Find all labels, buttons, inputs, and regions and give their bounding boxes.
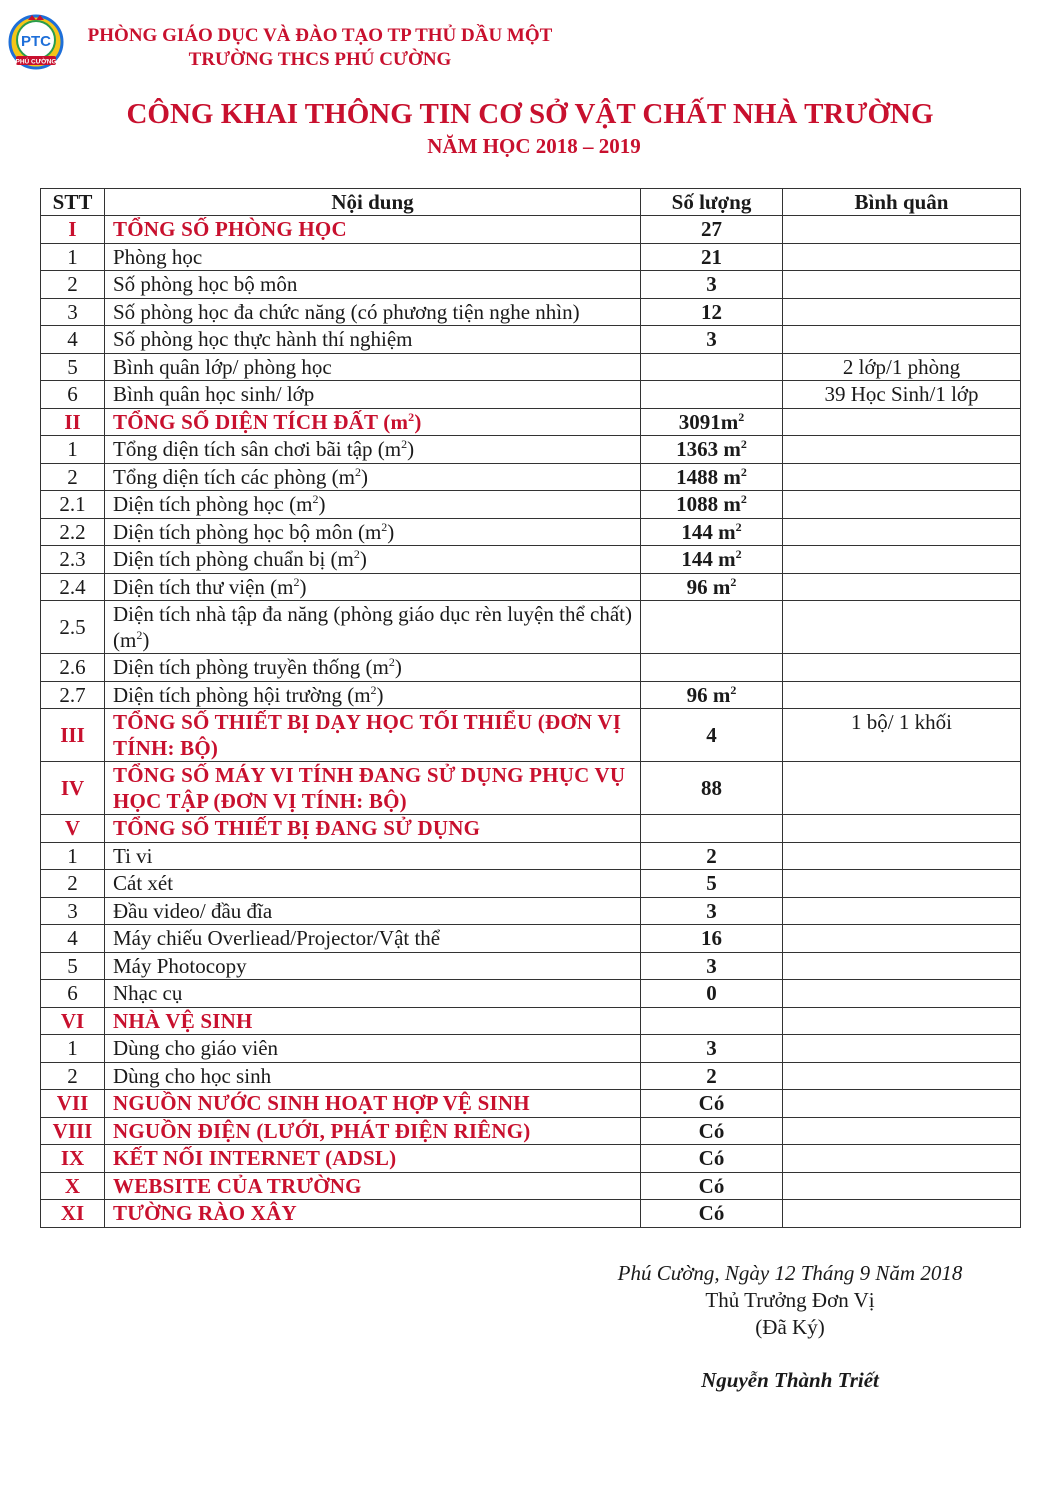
cell-average [783,326,1021,354]
cell-content [105,491,641,519]
cell-average [783,408,1021,436]
cell-content [105,1200,641,1228]
cell-content [105,1145,641,1173]
content-text: Nhạc cụ [113,981,183,1006]
cell-average [783,1062,1021,1090]
content-text: Cát xét [113,871,174,896]
cell-content [105,762,641,815]
table-row [41,925,1021,953]
cell-quantity [641,842,783,870]
content-text-end: ) [361,464,369,489]
cell-quantity [641,1090,783,1118]
cell-stt: IV [41,762,105,815]
quantity-value: 1088 m [676,492,741,517]
content-text: Diện tích phòng hội trường (m [113,682,371,707]
cell-quantity [641,1145,783,1173]
unit-superscript: 2 [730,574,737,589]
content-text: Diện tích thư viện (m [113,574,294,599]
table-row [41,491,1021,519]
cell-stt: 1 [41,436,105,464]
cell-content [105,436,641,464]
table-section-row [41,1117,1021,1145]
quantity-value: 96 m [686,682,731,707]
quantity-value: 2 [706,1063,717,1088]
content-text: NHÀ VỆ SINH [113,1008,253,1033]
cell-content [105,601,641,654]
content-text: Diện tích phòng học bộ môn (m [113,519,382,544]
unit-superscript: 2 [353,547,360,562]
quantity-value: 3 [706,898,717,923]
table-section-row [41,1090,1021,1118]
quantity-value: 21 [701,244,722,269]
cell-stt: 4 [41,326,105,354]
cell-content [105,243,641,271]
table-row [41,842,1021,870]
cell-quantity [641,408,783,436]
content-text: Số phòng học thực hành thí nghiệm [113,327,413,352]
cell-quantity [641,518,783,546]
column-header-content: Nội dung [105,189,641,216]
unit-superscript: 2 [381,519,388,534]
cell-quantity [641,1007,783,1035]
cell-average [783,1117,1021,1145]
cell-quantity [641,326,783,354]
table-row [41,1062,1021,1090]
quantity-value: 5 [706,871,717,896]
unit-superscript: 2 [740,492,747,507]
cell-quantity [641,762,783,815]
content-text: Số phòng học bộ môn [113,272,298,297]
cell-stt: 2.5 [41,601,105,654]
quantity-value: 16 [701,926,722,951]
cell-stt: 2.1 [41,491,105,519]
signature-block [580,1260,1000,1394]
signature-role: Thủ Trưởng Đơn Vị [705,1288,875,1312]
cell-content [105,842,641,870]
cell-stt: 6 [41,980,105,1008]
quantity-value: Có [698,1091,725,1116]
cell-content [105,1090,641,1118]
quantity-value: 12 [701,299,722,324]
content-text: Diện tích phòng chuẩn bị (m [113,547,354,572]
quantity-value: 4 [706,723,717,747]
table-row [41,601,1021,654]
table-row [41,298,1021,326]
cell-quantity [641,243,783,271]
table-row [41,463,1021,491]
cell-average [783,1145,1021,1173]
content-text: TỔNG SỐ THIẾT BỊ DẠY HỌC TỐI THIỂU (ĐƠN VỊ TÍNH: BỘ) [113,710,622,760]
cell-average [783,491,1021,519]
cell-stt: 2.7 [41,681,105,709]
cell-quantity [641,870,783,898]
cell-content [105,952,641,980]
cell-stt: VII [41,1090,105,1118]
cell-content [105,925,641,953]
table-row [41,980,1021,1008]
table-section-row [41,762,1021,815]
cell-stt: 1 [41,842,105,870]
quantity-value: 3 [706,272,717,297]
table-row [41,546,1021,574]
table-row [41,353,1021,381]
quantity-value: 144 m [681,519,736,544]
content-text: TỔNG SỐ DIỆN TÍCH ĐẤT (m [113,409,409,434]
cell-average: 2 lớp/1 phòng [783,353,1021,381]
cell-content [105,546,641,574]
table-section-row [41,1172,1021,1200]
cell-stt: 2.2 [41,518,105,546]
quantity-value: 3 [706,953,717,978]
table-row [41,573,1021,601]
cell-quantity [641,353,783,381]
column-header-average: Bình quân [783,189,1021,216]
logo-letters: PTC [21,33,51,50]
cell-content [105,681,641,709]
unit-superscript: 2 [370,682,377,697]
content-text: Diện tích phòng truyền thống (m [113,655,389,680]
unit-superscript: 2 [740,437,747,452]
cell-quantity [641,491,783,519]
cell-stt: 1 [41,243,105,271]
cell-stt: II [41,408,105,436]
cell-content [105,1035,641,1063]
department-name: PHÒNG GIÁO DỤC VÀ ĐÀO TẠO TP THỦ DẦU MỘT [87,25,553,46]
cell-content [105,1062,641,1090]
cell-average: 39 Học Sinh/1 lớp [783,381,1021,409]
content-text-end: ) [387,519,395,544]
unit-superscript: 2 [136,628,143,642]
cell-quantity [641,436,783,464]
column-header-quantity: Số lượng [641,189,783,216]
cell-quantity [641,298,783,326]
school-name: TRƯỜNG THCS PHÚ CƯỜNG [188,49,452,70]
cell-quantity [641,271,783,299]
cell-average [783,681,1021,709]
content-text: Dùng cho học sinh [113,1063,272,1088]
cell-average [783,1200,1021,1228]
table-row [41,681,1021,709]
cell-quantity [641,1062,783,1090]
content-text: TỔNG SỐ MÁY VI TÍNH ĐANG SỬ DỤNG PHỤC VỤ HỌC TẬP (ĐƠN VỊ TÍNH: BỘ) [113,763,626,813]
content-text: TỔNG SỐ PHÒNG HỌC [113,217,347,242]
cell-average [783,271,1021,299]
cell-stt: III [41,709,105,762]
cell-content [105,463,641,491]
unit-superscript: 2 [740,464,747,479]
cell-quantity [641,546,783,574]
quantity-value: 0 [706,981,717,1006]
unit-superscript: 2 [738,409,745,424]
cell-quantity [641,1035,783,1063]
table-section-row [41,216,1021,244]
cell-content [105,654,641,682]
cell-stt: 2 [41,271,105,299]
table-section-row [41,1145,1021,1173]
content-text-end: ) [394,655,402,680]
content-text: NGUỒN NƯỚC SINH HOẠT HỢP VỆ SINH [113,1091,530,1116]
cell-quantity [641,1117,783,1145]
cell-quantity [641,897,783,925]
cell-content [105,326,641,354]
quantity-value: Có [698,1146,725,1171]
cell-content [105,870,641,898]
cell-quantity [641,1200,783,1228]
cell-average [783,573,1021,601]
cell-content [105,709,641,762]
cell-average [783,1007,1021,1035]
cell-content [105,408,641,436]
table-row [41,243,1021,271]
cell-stt: 6 [41,381,105,409]
cell-average [783,897,1021,925]
cell-average [783,762,1021,815]
page-title: CÔNG KHAI THÔNG TIN CƠ SỞ VẬT CHẤT NHÀ TRƯỜNG [126,98,934,130]
school-logo-icon [8,14,64,70]
unit-superscript: 2 [408,409,415,424]
content-text-end: ) [414,409,422,434]
content-text: TỔNG SỐ THIẾT BỊ ĐANG SỬ DỤNG [113,816,481,841]
cell-stt: 4 [41,925,105,953]
cell-average: 1 bộ/ 1 khối [783,709,1021,762]
content-text: Đầu video/ đầu đĩa [113,898,273,923]
cell-stt: 3 [41,298,105,326]
table-header-row [41,189,1021,216]
cell-content [105,216,641,244]
cell-content [105,897,641,925]
cell-quantity [641,815,783,843]
cell-quantity [641,1172,783,1200]
cell-quantity [641,601,783,654]
table-row [41,271,1021,299]
cell-stt: I [41,216,105,244]
cell-stt: V [41,815,105,843]
table-body [41,216,1021,1228]
quantity-value: 2 [706,843,717,868]
cell-average [783,654,1021,682]
cell-average [783,980,1021,1008]
content-text: Tổng diện tích sân chơi bãi tập (m [113,437,402,462]
content-text: TƯỜNG RÀO XÂY [113,1201,297,1226]
cell-average [783,436,1021,464]
content-text-end: ) [299,574,307,599]
content-text: Phòng học [113,244,203,269]
content-text-end: ) [407,437,415,462]
content-text: Ti vi [113,843,153,868]
unit-superscript: 2 [730,682,737,697]
cell-content [105,1007,641,1035]
content-text: KẾT NỐI INTERNET (ADSL) [113,1146,397,1171]
cell-content [105,381,641,409]
cell-stt: 1 [41,1035,105,1063]
cell-content [105,815,641,843]
cell-average [783,298,1021,326]
cell-stt: 3 [41,897,105,925]
cell-quantity [641,381,783,409]
unit-superscript: 2 [735,547,742,562]
quantity-value: Có [698,1118,725,1143]
unit-superscript: 2 [293,574,300,589]
facilities-table [40,188,1021,1228]
cell-stt: X [41,1172,105,1200]
cell-average [783,952,1021,980]
cell-stt: VIII [41,1117,105,1145]
cell-average [783,925,1021,953]
content-text: Diện tích phòng học (m [113,492,313,517]
table-row [41,381,1021,409]
content-text-end: ) [318,492,326,517]
cell-stt: 5 [41,353,105,381]
cell-content [105,298,641,326]
quantity-value: 3 [706,327,717,352]
unit-superscript: 2 [388,655,395,670]
cell-average [783,601,1021,654]
school-logo [8,14,64,70]
quantity-value: 144 m [681,547,736,572]
quantity-value: 3 [706,1036,717,1061]
cell-average [783,1172,1021,1200]
table-row [41,436,1021,464]
unit-superscript: 2 [312,492,319,507]
table-row [41,897,1021,925]
quantity-value: 27 [701,217,722,242]
cell-quantity [641,980,783,1008]
cell-quantity [641,952,783,980]
cell-average [783,463,1021,491]
content-text: NGUỒN ĐIỆN (LƯỚI, PHÁT ĐIỆN RIÊNG) [113,1118,531,1143]
organization-header [80,24,560,72]
content-text: Máy Photocopy [113,953,247,978]
table-row [41,952,1021,980]
cell-average [783,243,1021,271]
cell-average [783,518,1021,546]
content-text: Máy chiếu Overliead/Projector/Vật thể [113,926,441,951]
content-text: Bình quân học sinh/ lớp [113,382,315,407]
quantity-value: 88 [701,776,722,800]
cell-average [783,216,1021,244]
table-section-row [41,1200,1021,1228]
cell-quantity [641,681,783,709]
quantity-value: 3091m [678,409,739,434]
cell-stt: 2.4 [41,573,105,601]
content-text: WEBSITE CỦA TRƯỜNG [113,1173,362,1198]
logo-caption: PHÚ CƯỜNG [15,58,57,66]
cell-stt: 5 [41,952,105,980]
table-row [41,870,1021,898]
cell-stt: VI [41,1007,105,1035]
cell-content [105,980,641,1008]
content-text-end: ) [142,628,150,652]
content-text-end: ) [359,547,367,572]
column-header-stt: STT [41,189,105,216]
cell-quantity [641,925,783,953]
signature-date: Phú Cường, Ngày 12 Tháng 9 Năm 2018 [617,1261,963,1285]
cell-average [783,546,1021,574]
cell-quantity [641,216,783,244]
table-row [41,518,1021,546]
table-section-row [41,709,1021,762]
content-text: Dùng cho giáo viên [113,1036,279,1061]
quantity-value: Có [698,1173,725,1198]
cell-average [783,870,1021,898]
cell-stt: 2.6 [41,654,105,682]
cell-quantity [641,573,783,601]
quantity-value: 1363 m [676,437,741,462]
content-text: Số phòng học đa chức năng (có phương tiện nghe nhìn) [113,299,580,324]
cell-quantity [641,709,783,762]
cell-stt: IX [41,1145,105,1173]
unit-superscript: 2 [735,519,742,534]
cell-stt: 2 [41,1062,105,1090]
table-row [41,1035,1021,1063]
table-section-row [41,1007,1021,1035]
content-text: Bình quân lớp/ phòng học [113,354,332,379]
cell-stt: XI [41,1200,105,1228]
unit-superscript: 2 [355,464,362,479]
cell-stt: 2.3 [41,546,105,574]
cell-average [783,842,1021,870]
cell-quantity [641,463,783,491]
table-row [41,654,1021,682]
cell-average [783,1035,1021,1063]
signature-status: (Đã Ký) [755,1315,825,1339]
cell-content [105,1117,641,1145]
table-section-row [41,815,1021,843]
quantity-value: Có [698,1201,725,1226]
content-text: Diện tích nhà tập đa năng (phòng giáo dục rèn luyện thể chất) (m [113,602,632,652]
cell-content [105,573,641,601]
cell-average [783,1090,1021,1118]
quantity-value: 1488 m [676,464,741,489]
cell-average [783,815,1021,843]
signer-name: Nguyễn Thành Triết [701,1368,879,1392]
unit-superscript: 2 [401,437,408,452]
content-text: Tổng diện tích các phòng (m [113,464,356,489]
content-text-end: ) [376,682,384,707]
cell-stt: 2 [41,870,105,898]
cell-content [105,518,641,546]
school-year: NĂM HỌC 2018 – 2019 [427,134,641,158]
cell-content [105,1172,641,1200]
quantity-value: 96 m [686,574,731,599]
cell-content [105,271,641,299]
cell-stt: 2 [41,463,105,491]
table-section-row [41,408,1021,436]
cell-content [105,353,641,381]
cell-quantity [641,654,783,682]
table-row [41,326,1021,354]
